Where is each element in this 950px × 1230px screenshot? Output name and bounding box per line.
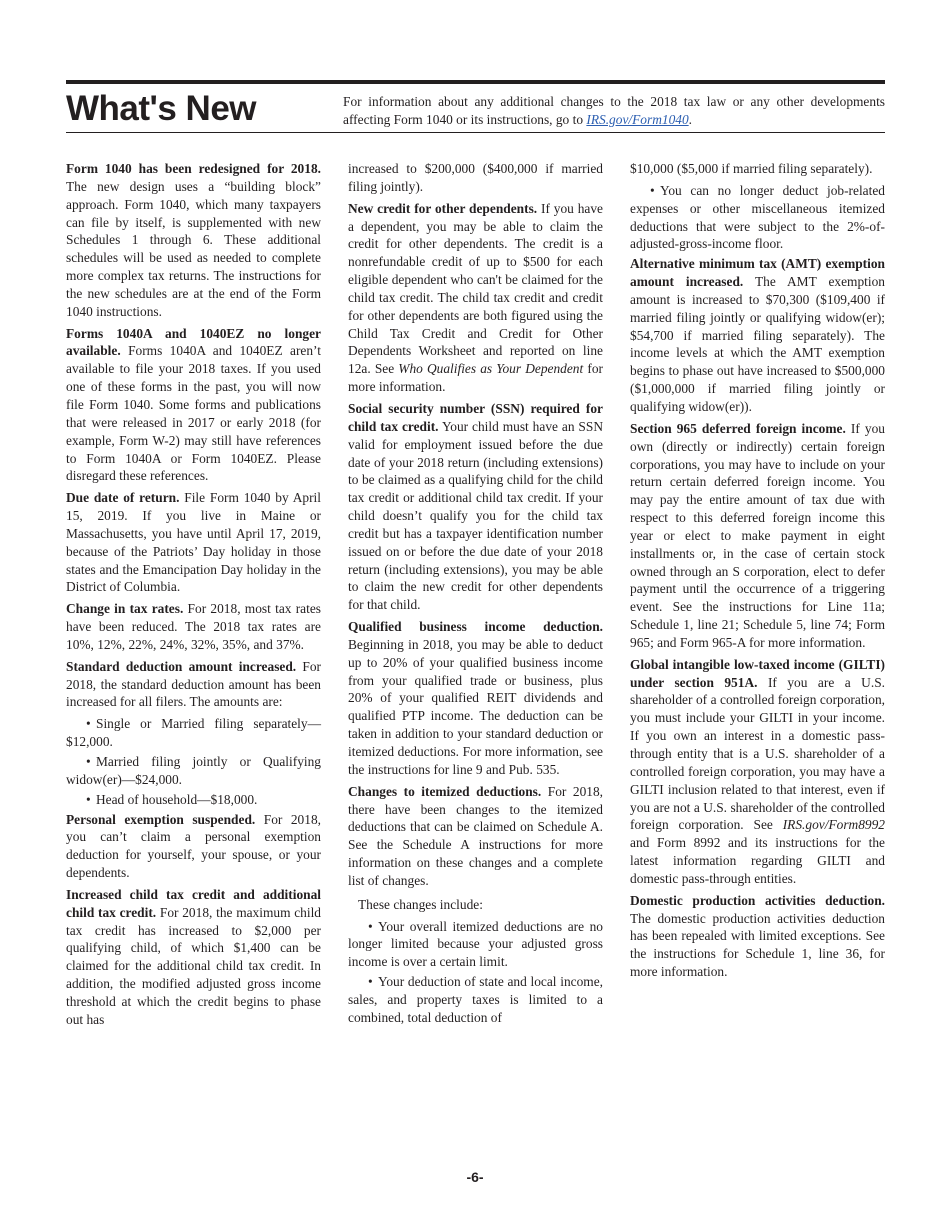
paragraph-section-965 bbox=[630, 420, 885, 652]
body-text: For 2018, there have been changes to the itemized deductions that can be claimed on Schedule A. See the Schedule A instructions for more information on these changes and a complete list of changes. bbox=[348, 783, 604, 888]
paragraph-gilti bbox=[630, 656, 885, 888]
bullet-text: You can no longer deduct job-related expenses or other miscellaneous itemized deductions that were subject to the 2%-of-adjusted-gross-income floor. bbox=[630, 182, 885, 252]
paragraph-domestic-production bbox=[630, 892, 885, 981]
paragraph-ssn-required bbox=[348, 400, 603, 614]
bullet-icon: • bbox=[86, 754, 91, 769]
page-title: What's New bbox=[66, 89, 257, 128]
paragraph-amt bbox=[630, 255, 885, 416]
heading-child-tax-credit: Increased child tax credit and additional child tax credit. bbox=[66, 886, 321, 920]
body-text: for more information. bbox=[348, 361, 603, 395]
bullet-married-jointly bbox=[66, 753, 321, 789]
body-text: For 2018, most tax rates have been reduced. The 2018 tax rates are 10%, 12%, 22%, 24%, 32%, 35%, and 37%. bbox=[66, 601, 321, 652]
header-divider bbox=[66, 132, 885, 133]
body-text: If you own (directly or indirectly) certain foreign corporations, you may have to include on your return certain deferred foreign income. You may pay the entire amount of tax due with respect to this deferred foreign income this year or elect to make payment in eight installments or, in the case of certain stock owned through an S corporation, elect to defer payment until the occurrence of a triggering event. See the instructions for Line 11a; Schedule 1, line 21; Schedule 5, line 74; Form 965; and Form 965-A for more information. bbox=[630, 420, 885, 650]
paragraph-form1040-redesigned bbox=[66, 160, 321, 321]
top-rule bbox=[66, 80, 885, 84]
page-number: -6- bbox=[466, 1169, 484, 1185]
body-text: The AMT exemption amount is increased to $70,300 ($109,400 if married filing jointly or qualifying widow(er); $54,700 if married filing separately). The income levels at which the AMT exemption begins to phase out have increased to $500,000 ($1,000,000 if married filing jointly or qualifying widow(er)). bbox=[630, 274, 886, 414]
heading-other-dependents: New credit for other dependents. bbox=[348, 200, 538, 216]
body-text: If you have a dependent, you may be able to claim the credit for other dependents. The credit is a nonrefundable credit of up to $500 for each eligible dependent who can't be claimed for the child tax credit. The child tax credit and credit for other dependents are both figured using the Child Tax Credit and Credit for Other Dependents Worksheet and reported on line 12a. See bbox=[348, 200, 604, 377]
bullet-job-expenses bbox=[630, 182, 885, 253]
heading-ssn-required: Social security number (SSN) required for child tax credit. bbox=[348, 400, 603, 434]
who-qualifies-reference: Who Qualifies as Your Dependent bbox=[398, 361, 584, 377]
paragraph-continued: increased to $200,000 ($400,000 if married filing jointly). bbox=[348, 161, 603, 194]
paragraph-personal-exemption bbox=[66, 811, 321, 882]
column-1 bbox=[66, 160, 321, 1033]
paragraph-due-date bbox=[66, 489, 321, 596]
body-text: The new design uses a “building block” approach. Form 1040, which many taxpayers can file by itself, is supplemented with new Schedules 1 through 6. These additional schedules will be used as needed to complete more complex tax returns. The instructions for the new schedules are at the end of the Form 1040 instructions. bbox=[66, 178, 321, 319]
intro-end: . bbox=[688, 111, 693, 127]
body-text: File Form 1040 by April 15, 2019. If you live in Maine or Massachusetts, you have until April 17, 2019, because of the Patriots’ Day holiday in those states and the Emancipation Day holiday in the District of Columbia. bbox=[66, 490, 321, 595]
body-text: For 2018, the standard deduction amount has been increased for all filers. The amounts are: bbox=[66, 658, 321, 710]
bullet-head-of-household bbox=[66, 791, 321, 809]
body-text: Your child must have an SSN valid for employment issued before the due date of your 2018 return (including extensions) to be claimed as a qualifying child for the child tax credit or additional child tax credit. If your child doesn’t qualify you for the child tax credit but has a taxpayer identification number issued on or before the due date of your 2018 return (including extensions), you may be able to claim the new credit for other dependents for that child. bbox=[348, 418, 603, 613]
heading-due-date: Due date of return. bbox=[66, 490, 180, 506]
heading-qbi-deduction: Qualified business income deduction. bbox=[348, 619, 603, 635]
bullet-text: Married filing jointly or Qualifying widow(er)—$24,000. bbox=[66, 754, 321, 787]
bullet-icon: • bbox=[368, 974, 373, 990]
bullet-itemized-limit bbox=[348, 918, 603, 972]
irs-form1040-link[interactable]: IRS.gov/Form1040 bbox=[586, 111, 689, 127]
paragraph-tax-rates bbox=[66, 600, 321, 654]
bullet-icon: • bbox=[86, 791, 91, 807]
heading-personal-exemption: Personal exemption suspended. bbox=[66, 811, 256, 827]
heading-standard-deduction: Standard deduction amount increased. bbox=[66, 658, 297, 674]
body-text: For 2018, the maximum child tax credit has increased to $2,000 per qualifying child, of which $1,400 can be claimed for the additional child tax credit. In addition, the modified adjusted gross income threshold at which the credit begins to phase out has bbox=[66, 904, 322, 1027]
heading-section-965: Section 965 deferred foreign income. bbox=[630, 420, 846, 436]
column-2 bbox=[348, 160, 603, 1029]
body-text: and Form 8992 and its instructions for the latest information regarding GILTI and domestic pass-through entities. bbox=[630, 835, 885, 886]
paragraph-standard-deduction bbox=[66, 658, 321, 712]
body-text: The domestic production activities deduction has been repealed with limited exceptions. See the instructions for Schedule 1, line 36, for more information. bbox=[630, 910, 885, 980]
column-3 bbox=[630, 160, 885, 985]
heading-form1040-redesigned: Form 1040 has been redesigned for 2018. bbox=[66, 161, 321, 176]
heading-domestic-production: Domestic production activities deduction. bbox=[630, 892, 885, 908]
body-text: If you are a U.S. shareholder of a controlled foreign corporation, you must include your GILTI in your income. If you own an interest in a domestic pass-through entity that is a U.S. shareholder of a controlled foreign corporation, you may have a GILTI inclusion related to that interest, even if you are not a U.S. shareholder of the controlled foreign corporation. See bbox=[630, 674, 885, 833]
irs-form8992-reference: IRS.gov/Form8992 bbox=[782, 817, 885, 833]
heading-gilti: Global intangible low-taxed income (GILTI) under section 951A. bbox=[630, 656, 885, 690]
changes-intro: These changes include: bbox=[358, 896, 483, 912]
bullet-salt-limit bbox=[348, 973, 603, 1027]
body-text: For 2018, you can’t claim a personal exemption deduction for yourself, your spouse, or your dependents. bbox=[66, 811, 321, 881]
paragraph-child-tax-credit bbox=[66, 886, 321, 1029]
paragraph-1040a-1040ez bbox=[66, 325, 321, 486]
paragraph-other-dependents bbox=[348, 200, 603, 396]
bullet-text: Head of household—$18,000. bbox=[96, 791, 258, 807]
bullet-text: Your deduction of state and local income, sales, and property taxes is limited to a combined, total deduction of bbox=[348, 974, 603, 1025]
bullet-icon: • bbox=[650, 182, 655, 198]
heading-itemized-deductions: Changes to itemized deductions. bbox=[348, 783, 542, 799]
body-text: Beginning in 2018, you may be able to deduct up to 20% of your qualified business income from your qualified trade or business, plus 20% of your qualified REIT dividends and qualified PTP income. The deduction can be taken in addition to your standard deduction or itemized deductions. For more information, see the instructions for line 9 and Pub. 535. bbox=[348, 636, 603, 777]
paragraph-itemized-deductions bbox=[348, 783, 603, 890]
paragraph-continued: $10,000 ($5,000 if married filing separately). bbox=[630, 161, 873, 176]
bullet-single bbox=[66, 715, 321, 751]
paragraph-qbi-deduction bbox=[348, 618, 603, 779]
body-text: Forms 1040A and 1040EZ aren’t available to file your 2018 taxes. If you used one of these forms in the past, you will now file Form 1040. Some forms and publications that were released in 2017 or early 2018 (for example, Form W-2) may still have references to Form 1040A or Form 1040EZ. Please disregard these references. bbox=[66, 343, 321, 484]
bullet-icon: • bbox=[368, 918, 373, 934]
bullet-icon: • bbox=[86, 716, 91, 732]
bullet-text: Single or Married filing separately—$12,000. bbox=[66, 716, 321, 750]
heading-tax-rates: Change in tax rates. bbox=[66, 601, 184, 617]
intro-text: For information about any additional changes to the 2018 tax law or any other developments affecting Form 1040 or its instructions, go to bbox=[343, 94, 885, 127]
intro-paragraph bbox=[343, 93, 885, 128]
heading-amt: Alternative minimum tax (AMT) exemption amount increased. bbox=[630, 256, 885, 290]
bullet-text: Your overall itemized deductions are no longer limited because your adjusted gross income is over a certain limit. bbox=[348, 918, 603, 970]
heading-1040a-1040ez: Forms 1040A and 1040EZ no longer available. bbox=[66, 325, 321, 359]
